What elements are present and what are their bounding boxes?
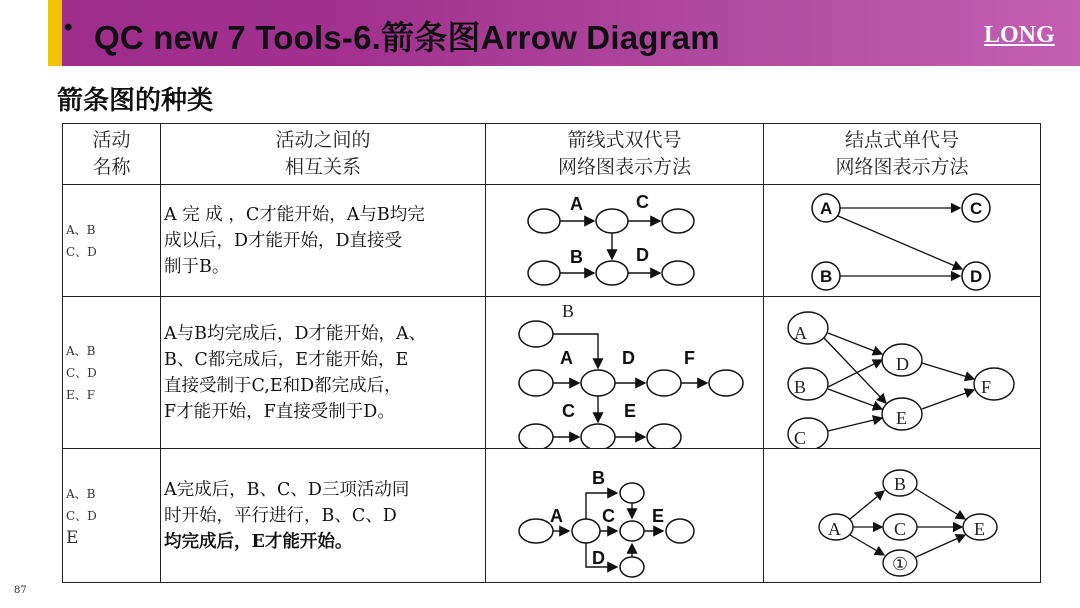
node-network-diagram <box>764 449 1041 582</box>
node-diagram-cell <box>764 449 1041 583</box>
dependency-arrow <box>922 363 974 379</box>
event-node <box>519 370 553 396</box>
event-node <box>662 209 694 233</box>
node-label: E <box>896 408 907 428</box>
arrow-label: E <box>652 506 665 526</box>
relationship-cell: A 完 成 ，C才能开始，A与B均完 成以后，D才能开始，D直接受 制于B。 <box>161 185 486 297</box>
arrow-label: F <box>684 348 695 368</box>
arrow-label: D <box>636 245 649 265</box>
arrow-diagram-cell <box>486 297 764 449</box>
dependency-arrow <box>850 535 884 555</box>
event-node <box>519 424 553 448</box>
arrow-label: B <box>592 468 605 488</box>
node-label: F <box>981 377 992 397</box>
event-node <box>596 209 628 233</box>
node-label: D <box>896 354 909 374</box>
long-logo: LONG <box>984 22 1055 48</box>
table-row <box>63 185 1041 297</box>
dependency-arrow <box>828 360 882 387</box>
node-label: C <box>894 519 907 539</box>
table-row <box>63 449 1041 583</box>
section-subtitle: 箭条图的种类 <box>57 86 214 116</box>
table-row <box>63 297 1041 449</box>
node-label: A <box>820 199 833 218</box>
dependency-arrow <box>838 216 962 269</box>
arrow-label: A <box>550 506 563 526</box>
arrow-label: D <box>592 548 605 568</box>
node-label: A <box>794 323 807 343</box>
arrow-label: C <box>636 192 649 212</box>
node-label: C <box>970 199 983 218</box>
arrow-network-diagram <box>486 297 764 448</box>
node-label: B <box>794 377 807 397</box>
header-activity-name: 活动 名称 <box>63 124 161 185</box>
header-accent-stripe <box>48 0 62 66</box>
node-label: E <box>974 519 985 539</box>
event-node <box>528 261 560 285</box>
event-node <box>528 209 560 233</box>
relationship-cell: A与B均完成后，D才能开始，A、 B、C都完成后，E才能开始，E 直接受制于C,E和D都完成后， F才能开始，F直接受制于D。 <box>161 297 486 449</box>
arrow-diagram-types-table <box>62 123 1041 583</box>
header-bar <box>0 0 1080 68</box>
node-label: B <box>894 474 907 494</box>
event-node <box>519 519 553 543</box>
table-header-row <box>63 124 1041 185</box>
relationship-cell: A完成后，B、C、D三项活动同 时开始，平行进行，B、C、D 均完成后，E才能开始。 <box>161 449 486 583</box>
event-node <box>709 370 743 396</box>
activity-names-cell: A、B C、D E、F <box>63 297 161 449</box>
node-label: C <box>794 428 807 448</box>
header-arrow-network: 箭线式双代号 网络图表示方法 <box>486 124 764 185</box>
node-network-diagram <box>764 297 1041 448</box>
page-number: 87 <box>14 585 27 596</box>
event-node <box>647 370 681 396</box>
activity-names-cell: A、B C、D E <box>63 449 161 583</box>
dependency-arrow <box>824 338 886 403</box>
dependency-arrow <box>916 535 965 557</box>
dependency-arrow <box>828 389 882 409</box>
header-node-network: 结点式单代号 网络图表示方法 <box>764 124 1041 185</box>
dependency-arrow <box>922 390 974 409</box>
arrow-network-diagram <box>486 185 764 296</box>
arrow-label: E <box>624 401 637 421</box>
arrow-diagram-cell <box>486 449 764 583</box>
arrow-label: A <box>570 194 583 214</box>
header-relationship: 活动之间的 相互关系 <box>161 124 486 185</box>
arrow-network-diagram <box>486 449 764 582</box>
title-bullet: • <box>64 14 73 41</box>
slide-title: QC new 7 Tools-6.箭条图Arrow Diagram <box>94 19 720 56</box>
event-node <box>647 424 681 448</box>
dependency-arrow <box>916 489 965 519</box>
event-node <box>620 483 644 503</box>
node-network-diagram <box>764 185 1041 296</box>
event-node <box>666 519 694 543</box>
arrow-label: B <box>562 301 575 321</box>
node-label: A <box>828 519 841 539</box>
arrow-diagram-cell <box>486 185 764 297</box>
event-node <box>620 521 644 541</box>
node-diagram-cell <box>764 185 1041 297</box>
activity-node <box>974 368 1014 400</box>
node-label: D <box>970 267 983 286</box>
arrow-label: D <box>622 348 635 368</box>
node-diagram-cell <box>764 297 1041 449</box>
activity-names-cell: A、B C、D <box>63 185 161 297</box>
arrow-label: B <box>570 247 583 267</box>
event-node <box>581 370 615 396</box>
arrow-label: C <box>602 506 615 526</box>
event-node <box>519 321 553 347</box>
dependency-arrow <box>850 491 884 519</box>
dependency-arrow <box>828 418 882 431</box>
event-node <box>581 424 615 448</box>
event-node <box>572 519 600 543</box>
event-node <box>662 261 694 285</box>
node-label: B <box>820 267 833 286</box>
event-node <box>596 261 628 285</box>
node-label: ① <box>892 554 909 574</box>
arrow-label: A <box>560 348 573 368</box>
arrow-label: C <box>562 401 575 421</box>
event-node <box>620 557 644 577</box>
